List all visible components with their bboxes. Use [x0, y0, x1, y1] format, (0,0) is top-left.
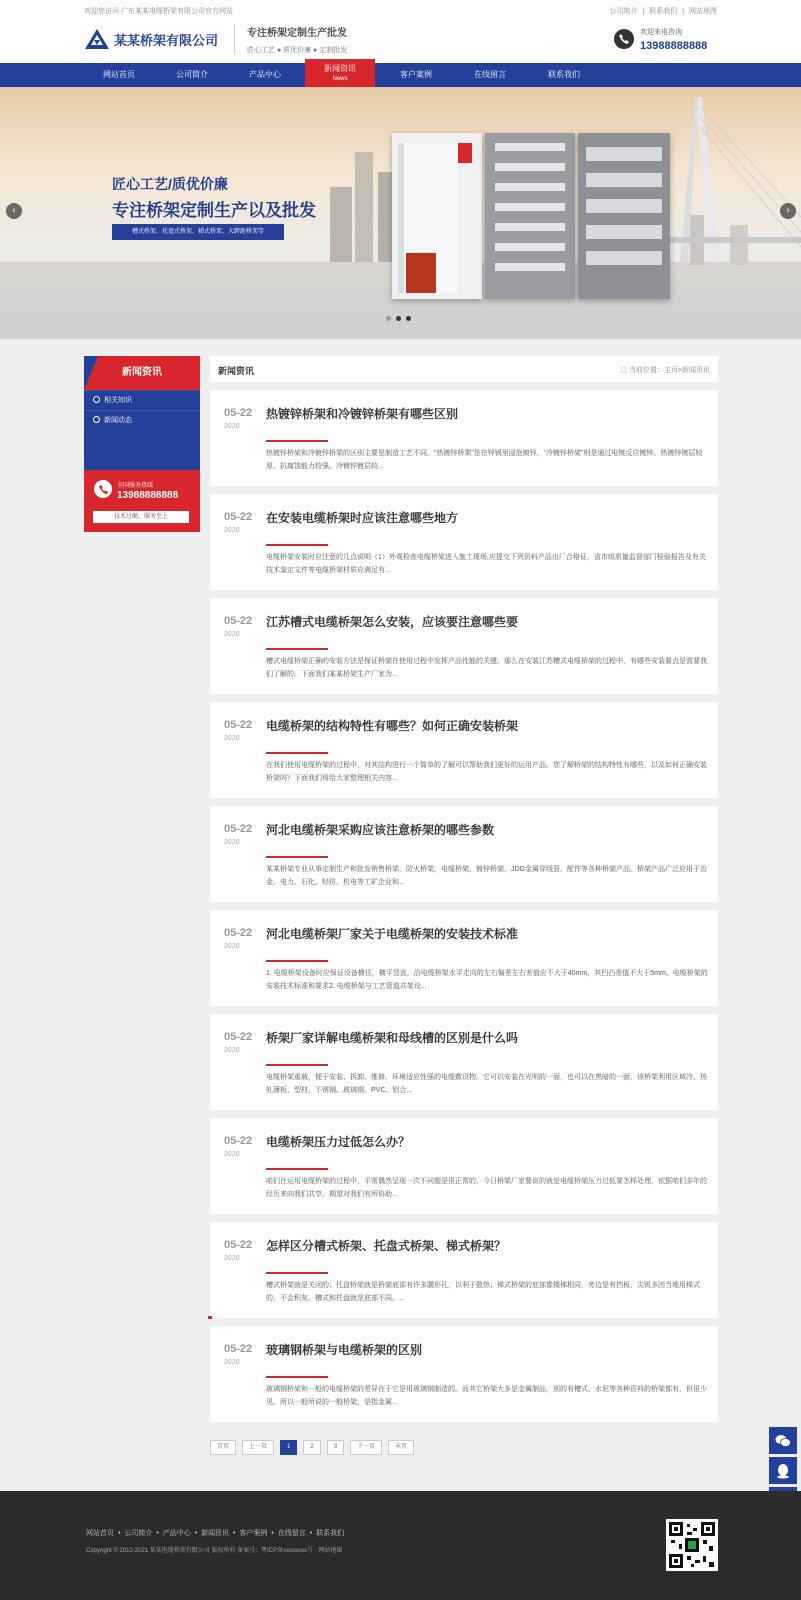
- footer-sep: •: [117, 1530, 121, 1537]
- article-year: 2020: [224, 1151, 240, 1158]
- article-card[interactable]: [210, 1014, 718, 1110]
- logo-icon: [84, 28, 110, 50]
- sidebar-item-news[interactable]: [84, 410, 200, 430]
- article-date: 05-22: [224, 511, 253, 523]
- article-title[interactable]: 河北电缆桥架采购应该注意桥架的哪些参数: [266, 823, 495, 837]
- article-year: 2020: [224, 839, 240, 846]
- sidebar-item-label: 新闻动态: [104, 417, 132, 424]
- phone-icon: [94, 480, 112, 498]
- article-year: 2020: [224, 423, 240, 430]
- article-title[interactable]: 玻璃钢桥架与电缆桥架的区别: [266, 1343, 423, 1357]
- article-card[interactable]: [210, 390, 718, 486]
- banner-prev-button[interactable]: ‹: [6, 203, 22, 219]
- banner-pagination: [386, 316, 411, 321]
- circle-icon: [93, 416, 100, 423]
- article-title[interactable]: 电缆桥架压力过低怎么办？: [266, 1135, 411, 1149]
- article-title[interactable]: 在安装电缆桥架时应该注意哪些地方: [266, 511, 459, 525]
- article-title[interactable]: 河北电缆桥架厂家关于电缆桥架的安装技术标准: [266, 927, 519, 941]
- article-summary: 在我们使用电缆桥架的过程中，对其结构进行一个简单的了解可以帮助我们更好的运用产品。您了解桥架的结构特性有哪些，以及如何正确安装桥架吗？下面我们将给大家整理相关内容...: [266, 762, 707, 782]
- header: [0, 20, 801, 63]
- welcome-text: 欢迎您访问 广东某某电缆桥架有限公司官方网站: [84, 8, 233, 15]
- top-link-sep: |: [682, 8, 685, 15]
- footer-link-news[interactable]: 新闻资讯: [201, 1530, 230, 1537]
- company-name: 某某桥架有限公司: [114, 32, 219, 48]
- banner-photo-racks: [485, 133, 575, 299]
- hotline-number: 13988888888: [640, 39, 708, 52]
- article-title[interactable]: 怎样区分槽式桥架、托盘式桥架、梯式桥架？: [266, 1239, 507, 1253]
- top-link-contact[interactable]: 联系我们: [649, 8, 678, 15]
- article-card[interactable]: [210, 1222, 718, 1318]
- title-underline: [266, 1168, 328, 1170]
- footer-link-home[interactable]: 网站首页: [86, 1530, 114, 1537]
- sidebar-title: 新闻资讯: [84, 356, 200, 390]
- footer-links: [86, 1528, 346, 1538]
- title-underline: [266, 1064, 328, 1066]
- footer-link-cases[interactable]: 客户案例: [239, 1530, 268, 1537]
- footer-link-about[interactable]: 公司简介: [124, 1530, 153, 1537]
- article-summary: 电缆桥架重载，便于安装、拆卸、维修，环境适应性强的电缆敷设物。它可以安装在光明的一面，也可以在黑暗的一面，该桥架利用区域冷、热轧薄板、型材、不锈钢、玻璃钢、PVC、铝合...: [266, 1074, 707, 1094]
- article-date: 05-22: [224, 823, 253, 835]
- article-date: 05-22: [224, 927, 253, 939]
- page-1[interactable]: 1: [280, 1440, 297, 1455]
- article-year: 2020: [224, 1255, 240, 1262]
- article-year: 2020: [224, 943, 240, 950]
- skyline-building: [355, 152, 373, 262]
- banner-headline: 匠心工艺/质优价廉: [112, 176, 228, 192]
- sidebar-item-label: 相关知识: [104, 397, 132, 404]
- page-first[interactable]: 首页: [210, 1440, 236, 1455]
- copyright: Copyright © 2012-2021 某某电缆桥架有限公司 版权所有 备案号：粤ICP备xxxxxxxx号 · 网站地图: [86, 1548, 343, 1554]
- nav-item-products[interactable]: 产品中心: [249, 70, 281, 79]
- title-underline: [266, 1376, 328, 1378]
- bridge-graphic: [660, 97, 801, 267]
- sidebar-service-button[interactable]: 技术过硬，服务至上: [93, 511, 189, 523]
- sidebar-hotline-label: 全国服务热线: [117, 483, 154, 489]
- logo[interactable]: [84, 26, 230, 52]
- nav-item-cases[interactable]: 客户案例: [400, 70, 432, 79]
- title-underline: [266, 544, 328, 546]
- banner-photo-trays: [578, 133, 670, 299]
- footer-sep: •: [271, 1530, 274, 1537]
- pagination: [210, 1440, 414, 1455]
- title-underline: [266, 440, 328, 442]
- page-last[interactable]: 末页: [388, 1440, 414, 1455]
- footer-link-contact[interactable]: 联系我们: [316, 1530, 345, 1537]
- slogan-tags: 匠心工艺 ● 质优价廉 ● 定制批发: [247, 47, 348, 54]
- footer-link-message[interactable]: 在线留言: [277, 1530, 306, 1537]
- hotline-label: 欢迎来电咨询: [640, 28, 682, 36]
- banner-dot-active[interactable]: [396, 316, 401, 321]
- circle-icon: [93, 396, 100, 403]
- article-summary: 热镀锌桥架和冷镀锌桥架的区别主要是制造工艺不同。“热镀锌桥架”是在锌锅里浸泡镀锌，“冷镀锌桥架”则是通过电镀反应镀锌。热镀锌镀层较厚，抗腐蚀能力较强。冷镀锌镀层较...: [266, 450, 703, 470]
- article-date: 05-22: [224, 1239, 253, 1251]
- sidebar-spacer: [84, 430, 200, 470]
- article-date: 05-22: [224, 1031, 253, 1043]
- article-year: 2020: [224, 631, 240, 638]
- banner-dot[interactable]: [386, 316, 391, 321]
- footer-sep: •: [233, 1530, 236, 1537]
- article-summary: 玻璃钢桥架和一般的电缆桥架的差异在于它是用玻璃钢制造的。而其它桥架大多是金属制品，别的有槽式、水泥等各种资料的桥架都有，但很少见。所以一般所说的一般桥架，是指金属...: [266, 1386, 707, 1406]
- content-header: [210, 356, 718, 382]
- footer-link-products[interactable]: 产品中心: [162, 1530, 191, 1537]
- article-card[interactable]: [210, 494, 718, 590]
- footer-sep: •: [156, 1530, 159, 1537]
- sidebar-contact: [84, 470, 200, 532]
- article-year: 2020: [224, 735, 240, 742]
- title-underline: [266, 648, 328, 650]
- nav-item-about[interactable]: 公司简介: [176, 70, 208, 79]
- top-link-sep: |: [642, 8, 645, 15]
- banner-next-button[interactable]: ›: [780, 203, 796, 219]
- article-summary: 1. 电缆桥架设备时应保证设备横往，横平竖直，沿电缆桥架水平走向的左右偏差左右差值应不大于40mm，其凹凸差值不大于5mm。电缆桥架的安装技术标准和要求2. 电缆桥架与工艺管道共架设...: [266, 970, 708, 990]
- nav-news-label: 新闻资讯: [324, 64, 356, 73]
- nav-item-message[interactable]: 在线留言: [474, 70, 506, 79]
- nav-item-home[interactable]: 网站首页: [103, 70, 135, 79]
- footer: [0, 1491, 801, 1600]
- page-2[interactable]: 2: [303, 1440, 320, 1455]
- article-date: 05-22: [224, 719, 253, 731]
- article-card[interactable]: [210, 910, 718, 1006]
- header-hotline: [614, 24, 707, 54]
- article-summary: 槽式桥架就是关闭的；托盘桥架就是桥架底部有许多腰形孔，以利于散热；梯式桥架的底部像楼梯相同，旁边是有挡板，尖锐多因当地用梯式的，不会积灰。槽式和托盘就是底部不同。...: [266, 1282, 700, 1302]
- article-summary: 电缆桥架安装时应注意的几点说明（1）外观检查电缆桥架进入施工现场,应提交下列资料产品出厂合格证，省市级质量监督部门检验报告及有关技术鉴定文件等电缆桥架材质应满足有...: [266, 554, 706, 574]
- page-prev[interactable]: 上一页: [242, 1440, 274, 1455]
- article-date: 05-22: [224, 615, 253, 627]
- article-year: 2020: [224, 1047, 240, 1054]
- article-date: 05-22: [224, 1343, 253, 1355]
- page-3[interactable]: 3: [327, 1440, 344, 1455]
- header-divider: [234, 24, 235, 54]
- article-summary: 某某桥架专业从事定制生产和批发销售桥架，防火桥架，电缆桥架，镀锌桥架，JDG金属穿线管，配件等各种桥架产品。桥架产品广泛应用于冶金、电力、石化、轻纺、机电等工矿企业和...: [266, 866, 707, 886]
- article-title[interactable]: 电缆桥架的结构特性有哪些？如何正确安装桥架: [266, 719, 519, 733]
- qq-icon: [776, 1463, 790, 1479]
- title-underline: [266, 1272, 328, 1274]
- article-year: 2020: [224, 527, 240, 534]
- banner-photo-building: [392, 133, 482, 299]
- active-indicator: [208, 1316, 212, 1319]
- article-summary: 咱们在运用电缆桥架的过程中，平常偶然呈现一次不问题是很正常的，今日桥架厂家要说的就是电缆桥架压力过低要怎样处理，依据咱们多年的经历来向我们共享，期望对我们有所协助...: [266, 1178, 707, 1198]
- top-link-sitemap[interactable]: 网站地图: [689, 8, 717, 15]
- nav-news-sub: News: [332, 76, 348, 82]
- breadcrumb: [620, 365, 710, 375]
- main-nav: [0, 63, 801, 87]
- qr-code: [666, 1519, 718, 1571]
- nav-item-news[interactable]: [305, 59, 375, 87]
- hero-banner: [0, 87, 801, 339]
- skyline-building: [378, 172, 392, 262]
- title-underline: [266, 752, 328, 754]
- banner-dot[interactable]: [406, 316, 411, 321]
- article-title[interactable]: 江苏槽式电缆桥架怎么安装，应该要注意哪些要: [266, 615, 519, 629]
- sidebar: [84, 356, 200, 532]
- footer-sep: •: [309, 1530, 313, 1537]
- article-card[interactable]: [210, 1326, 718, 1422]
- article-card[interactable]: [210, 598, 718, 694]
- banner-tagline: 槽式桥架、托盘式桥架、梯式桥架、大跨距桥架等: [112, 224, 284, 240]
- sidebar-item-knowledge[interactable]: [84, 390, 200, 410]
- slogan-title: 专注桥架定制生产批发: [247, 28, 347, 39]
- sidebar-hotline-number: 13988888888: [117, 490, 179, 501]
- top-bar: [0, 0, 801, 20]
- title-underline: [266, 960, 328, 962]
- breadcrumb-text[interactable]: 当前位置：主页>新闻资讯: [628, 367, 710, 374]
- skyline-building: [330, 187, 352, 262]
- wechat-float-button[interactable]: [769, 1427, 797, 1454]
- article-card[interactable]: [210, 1118, 718, 1214]
- top-links: [607, 6, 717, 16]
- article-summary: 槽式电缆桥架正确的安装方法是保证桥架在使用过程中发挥产品性能的关键。那么在安装江苏槽式电缆桥架的过程中，有哪些安装要点是需要我们了解的。下面我们某某桥架生产厂家为...: [266, 658, 707, 678]
- qq-float-button[interactable]: [769, 1457, 797, 1484]
- article-date: 05-22: [224, 1135, 253, 1147]
- page-next[interactable]: 下一页: [350, 1440, 382, 1455]
- phone-icon: [614, 29, 634, 49]
- top-link-about[interactable]: 公司简介: [609, 8, 638, 15]
- article-card[interactable]: [210, 702, 718, 798]
- article-title[interactable]: 热镀锌桥架和冷镀锌桥架有哪些区别: [266, 407, 459, 421]
- footer-sep: •: [194, 1530, 198, 1537]
- article-card[interactable]: [210, 806, 718, 902]
- nav-item-contact[interactable]: 联系我们: [548, 70, 580, 79]
- header-slogan: [247, 24, 347, 55]
- banner-subheadline: 专注桥架定制生产以及批发: [112, 201, 316, 220]
- home-icon: ☖: [619, 367, 627, 374]
- article-year: 2020: [224, 1359, 240, 1366]
- title-underline: [266, 856, 328, 858]
- wechat-icon: [775, 1434, 791, 1448]
- content-title: 新闻资讯: [218, 366, 255, 376]
- article-title[interactable]: 桥架厂家详解电缆桥架和母线槽的区别是什么吗: [266, 1031, 519, 1045]
- article-date: 05-22: [224, 407, 253, 419]
